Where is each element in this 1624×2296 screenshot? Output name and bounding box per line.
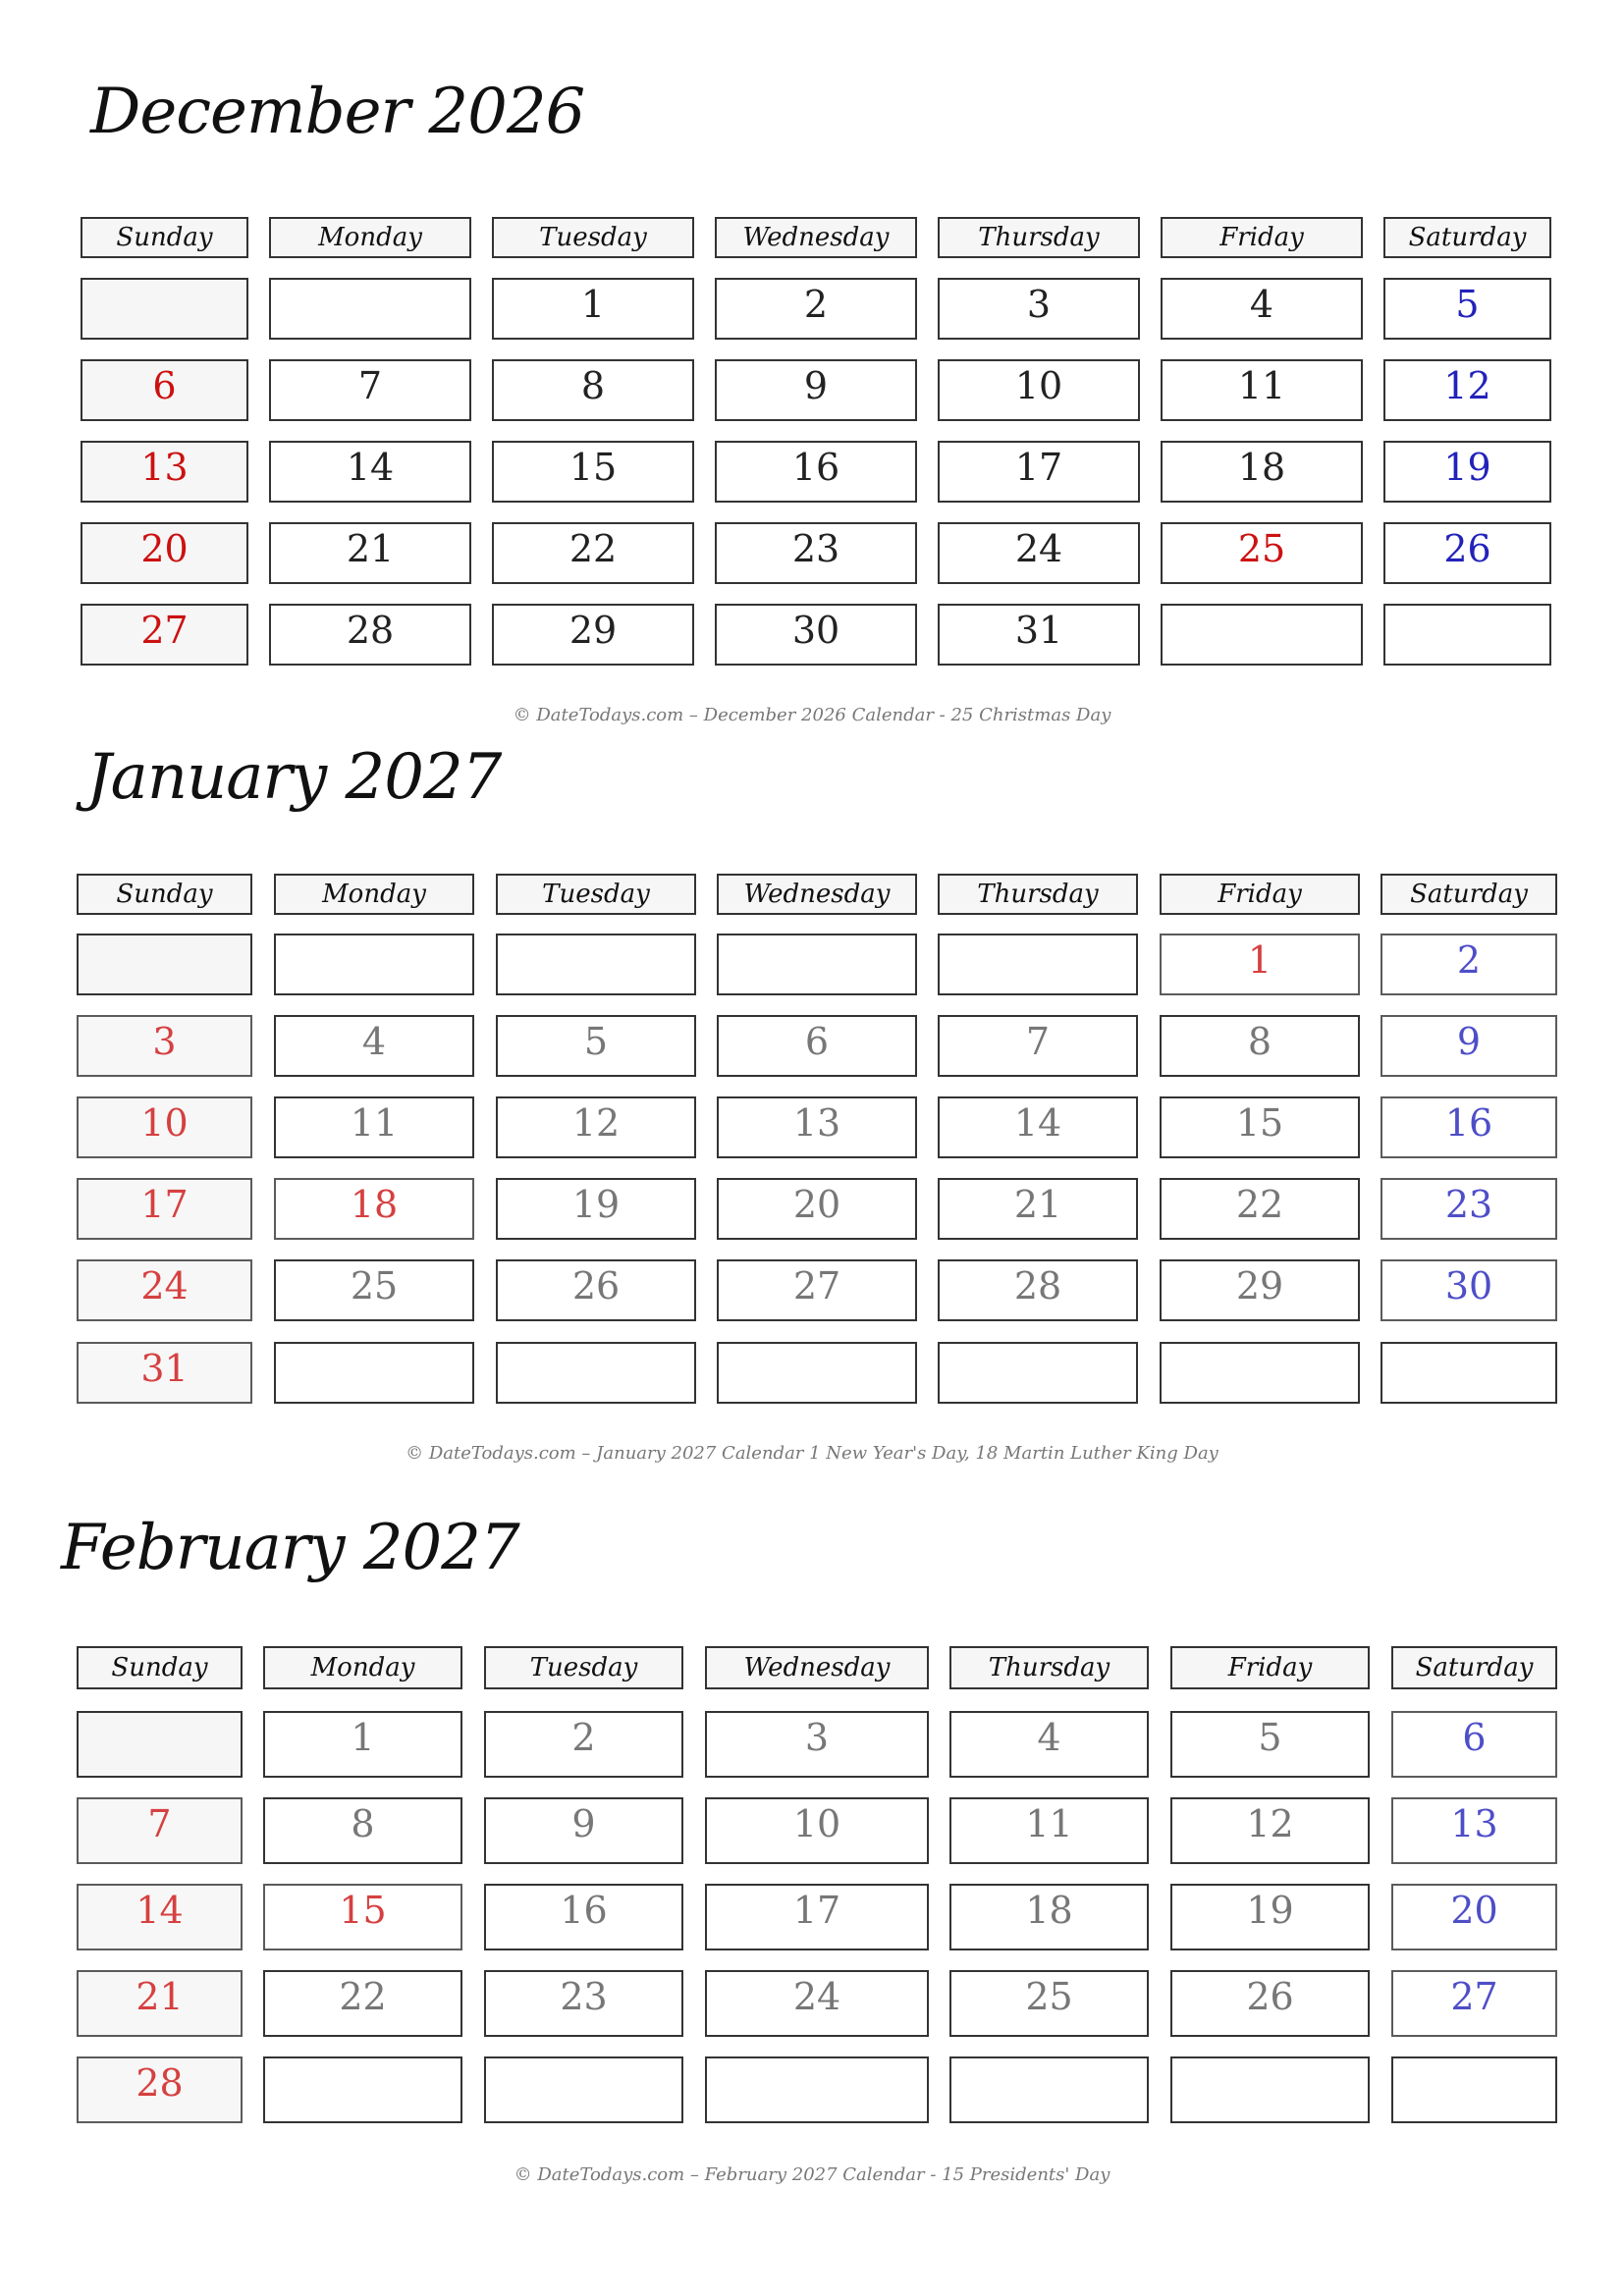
day-cell: 13 [717,1096,917,1158]
day-cell: 9 [484,1797,683,1864]
day-cell: 4 [274,1015,474,1077]
empty-day-cell [1391,2056,1557,2123]
day-cell: 25 [274,1259,474,1321]
day-cell: 20 [1391,1884,1557,1950]
weekday-header-wednesday: Wednesday [717,874,917,915]
day-cell: 13 [81,441,248,503]
day-cell: 21 [938,1178,1138,1240]
day-cell: 25 [1161,522,1363,584]
empty-day-cell [705,2056,929,2123]
weekday-header-monday: Monday [269,217,471,258]
day-cell: 21 [269,522,471,584]
day-cell: 11 [274,1096,474,1158]
day-cell: 8 [263,1797,462,1864]
empty-day-cell [1383,604,1551,666]
empty-day-cell [77,1711,243,1778]
day-cell: 30 [1380,1259,1557,1321]
day-cell: 22 [492,522,694,584]
empty-day-cell [77,934,252,995]
day-cell: 20 [81,522,248,584]
day-cell: 8 [1160,1015,1360,1077]
empty-day-cell [1380,1342,1557,1404]
day-cell: 31 [938,604,1140,666]
day-cell: 14 [269,441,471,503]
empty-day-cell [274,1342,474,1404]
weekday-header-sunday: Sunday [77,874,252,915]
empty-day-cell [496,1342,696,1404]
empty-day-cell [1161,604,1363,666]
empty-day-cell [949,2056,1149,2123]
day-cell: 10 [938,359,1140,421]
weekday-header-monday: Monday [263,1646,462,1689]
day-cell: 19 [1170,1884,1370,1950]
day-cell: 15 [492,441,694,503]
day-cell: 23 [484,1970,683,2037]
day-cell: 27 [717,1259,917,1321]
month-title: February 2027 [61,1512,519,1584]
weekday-header-monday: Monday [274,874,474,915]
day-cell: 19 [1383,441,1551,503]
month-title: December 2026 [90,76,585,148]
day-cell: 17 [938,441,1140,503]
empty-day-cell [938,1342,1138,1404]
day-cell: 18 [274,1178,474,1240]
weekday-header-wednesday: Wednesday [705,1646,929,1689]
calendar-footer-note: © DateTodays.com – February 2027 Calendar - 15 Presidents' Day [514,2164,1110,2185]
empty-day-cell [274,934,474,995]
weekday-header-thursday: Thursday [949,1646,1149,1689]
day-cell: 21 [77,1970,243,2037]
day-cell: 7 [938,1015,1138,1077]
weekday-header-saturday: Saturday [1383,217,1551,258]
empty-day-cell [1160,1342,1360,1404]
empty-day-cell [717,934,917,995]
day-cell: 22 [1160,1178,1360,1240]
empty-day-cell [263,2056,462,2123]
day-cell: 3 [705,1711,929,1778]
weekday-header-tuesday: Tuesday [496,874,696,915]
day-cell: 10 [77,1096,252,1158]
day-cell: 7 [269,359,471,421]
day-cell: 15 [263,1884,462,1950]
day-cell: 12 [496,1096,696,1158]
day-cell: 1 [492,278,694,340]
day-cell: 1 [263,1711,462,1778]
day-cell: 7 [77,1797,243,1864]
empty-day-cell [717,1342,917,1404]
day-cell: 14 [77,1884,243,1950]
day-cell: 27 [1391,1970,1557,2037]
day-cell: 16 [484,1884,683,1950]
day-cell: 23 [715,522,917,584]
day-cell: 28 [938,1259,1138,1321]
weekday-header-tuesday: Tuesday [484,1646,683,1689]
day-cell: 16 [715,441,917,503]
weekday-header-tuesday: Tuesday [492,217,694,258]
day-cell: 24 [938,522,1140,584]
day-cell: 5 [496,1015,696,1077]
empty-day-cell [269,278,471,340]
day-cell: 31 [77,1342,252,1404]
day-cell: 2 [484,1711,683,1778]
day-cell: 3 [77,1015,252,1077]
day-cell: 25 [949,1970,1149,2037]
day-cell: 17 [705,1884,929,1950]
day-cell: 5 [1383,278,1551,340]
day-cell: 24 [705,1970,929,2037]
day-cell: 15 [1160,1096,1360,1158]
day-cell: 26 [496,1259,696,1321]
empty-day-cell [938,934,1138,995]
day-cell: 2 [715,278,917,340]
day-cell: 20 [717,1178,917,1240]
day-cell: 18 [949,1884,1149,1950]
day-cell: 1 [1160,934,1360,995]
weekday-header-saturday: Saturday [1391,1646,1557,1689]
day-cell: 24 [77,1259,252,1321]
day-cell: 19 [496,1178,696,1240]
calendar-footer-note: © DateTodays.com – January 2027 Calendar 1 New Year's Day, 18 Martin Luther King Day [406,1443,1218,1464]
weekday-header-friday: Friday [1170,1646,1370,1689]
day-cell: 23 [1380,1178,1557,1240]
day-cell: 2 [1380,934,1557,995]
day-cell: 30 [715,604,917,666]
month-title: January 2027 [86,741,502,814]
day-cell: 13 [1391,1797,1557,1864]
day-cell: 14 [938,1096,1138,1158]
empty-day-cell [81,278,248,340]
day-cell: 8 [492,359,694,421]
day-cell: 3 [938,278,1140,340]
weekday-header-saturday: Saturday [1380,874,1557,915]
day-cell: 11 [949,1797,1149,1864]
calendar-footer-note: © DateTodays.com – December 2026 Calendar - 25 Christmas Day [513,705,1111,725]
empty-day-cell [1170,2056,1370,2123]
weekday-header-friday: Friday [1160,874,1360,915]
day-cell: 16 [1380,1096,1557,1158]
day-cell: 26 [1383,522,1551,584]
day-cell: 29 [492,604,694,666]
day-cell: 27 [81,604,248,666]
day-cell: 9 [715,359,917,421]
day-cell: 6 [717,1015,917,1077]
empty-day-cell [496,934,696,995]
day-cell: 18 [1161,441,1363,503]
day-cell: 11 [1161,359,1363,421]
empty-day-cell [484,2056,683,2123]
day-cell: 17 [77,1178,252,1240]
weekday-header-wednesday: Wednesday [715,217,917,258]
day-cell: 5 [1170,1711,1370,1778]
day-cell: 4 [1161,278,1363,340]
day-cell: 29 [1160,1259,1360,1321]
day-cell: 12 [1383,359,1551,421]
weekday-header-sunday: Sunday [81,217,248,258]
day-cell: 12 [1170,1797,1370,1864]
weekday-header-thursday: Thursday [938,874,1138,915]
day-cell: 9 [1380,1015,1557,1077]
weekday-header-friday: Friday [1161,217,1363,258]
weekday-header-sunday: Sunday [77,1646,243,1689]
day-cell: 26 [1170,1970,1370,2037]
day-cell: 6 [81,359,248,421]
day-cell: 6 [1391,1711,1557,1778]
day-cell: 28 [269,604,471,666]
day-cell: 28 [77,2056,243,2123]
weekday-header-thursday: Thursday [938,217,1140,258]
day-cell: 4 [949,1711,1149,1778]
day-cell: 22 [263,1970,462,2037]
day-cell: 10 [705,1797,929,1864]
